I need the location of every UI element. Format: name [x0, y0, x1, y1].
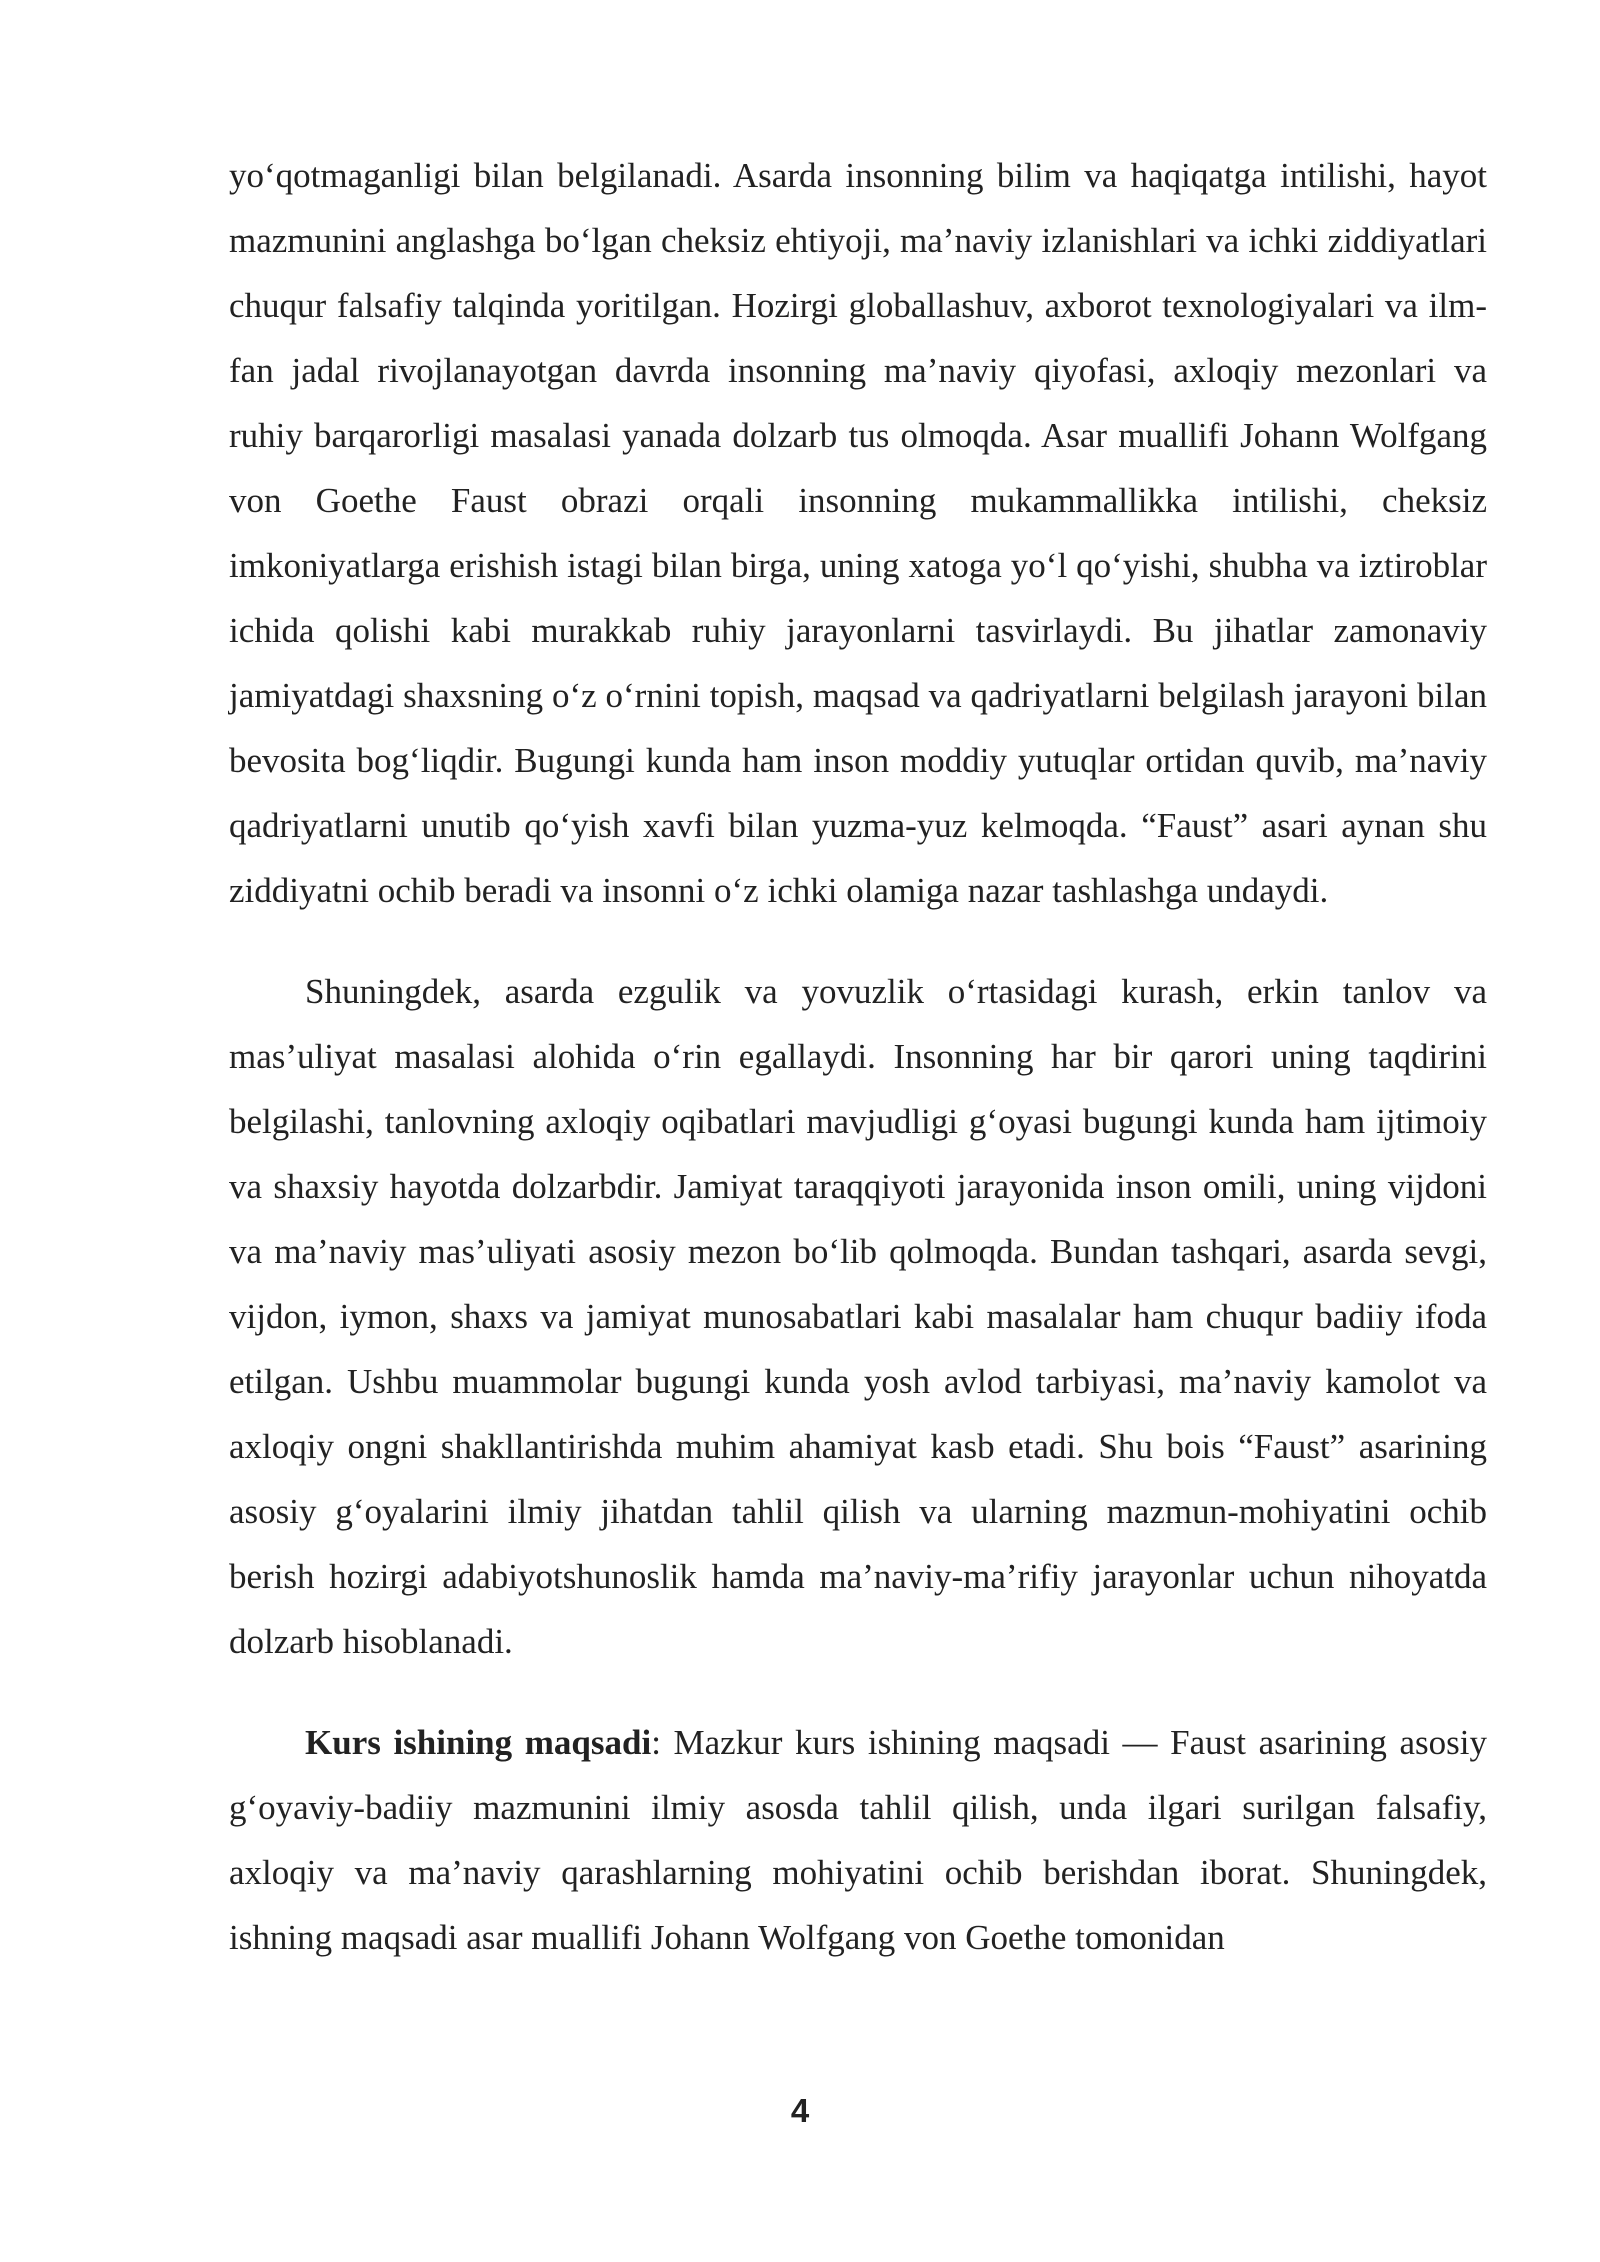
paragraph-3-separator: : — [651, 1723, 661, 1762]
body-text — [229, 143, 1487, 1970]
paragraph-1: yo‘qotmaganligi bilan belgilanadi. Asarda insonning bilim va haqiqatga intilishi, hayot mazmunini anglashga bo‘lgan cheksiz ehtiyoji, ma’naviy izlanishlari va ichki ziddiyatlari chuqur falsafiy talqinda yoritilgan. Hozirgi globallashuv, axborot texnologiyalari va ilm-fan jadal rivojlanayotgan davrda insonning ma’naviy qiyofasi, axloqiy mezonlari va ruhiy barqarorligi masalasi yanada dolzarb tus olmoqda. Asar muallifi Johann Wolfgang von Goethe Faust obrazi orqali insonning mukammallikka intilishi, cheksiz imkoniyatlarga erishish istagi bilan birga, uning xatoga yo‘l qo‘yishi, shubha va iztiroblar ichida qolishi kabi murakkab ruhiy jarayonlarni tasvirlaydi. Bu jihatlar zamonaviy jamiyatdagi shaxsning o‘z o‘rnini topish, maqsad va qadriyatlarni belgilash jarayoni bilan bevosita bog‘liqdir. Bugungi kunda ham inson moddiy yutuqlar ortidan quvib, ma’naviy qadriyatlarni unutib qo‘yish xavfi bilan yuzma-yuz kelmoqda. “Faust” asari aynan shu ziddiyatni ochib beradi va insonni o‘z ichki olamiga nazar tashlashga undaydi. — [229, 156, 1487, 910]
page-number: 4 — [790, 2092, 810, 2129]
paragraph-3-heading: Kurs ishining maqsadi — [305, 1723, 652, 1762]
paragraph-2: Shuningdek, asarda ezgulik va yovuzlik o‘rtasidagi kurash, erkin tanlov va mas’uliyat masalasi alohida o‘rin egallaydi. Insonning har bir qarori uning taqdirini belgilashi, tanlovning axloqiy oqibatlari mavjudligi g‘oyasi bugungi kunda ham ijtimoiy va shaxsiy hayotda dolzarbdir. Jamiyat taraqqiyoti jarayonida inson omili, uning vijdoni va ma’naviy mas’uliyati asosiy mezon bo‘lib qolmoqda. Bundan tashqari, asarda sevgi, vijdon, iymon, shaxs va jamiyat munosabatlari kabi masalalar ham chuqur badiiy ifoda etilgan. Ushbu muammolar bugungi kunda yosh avlod tarbiyasi, ma’naviy kamolot va axloqiy ongni shakllantirishda muhim ahamiyat kasb etadi. Shu bois “Faust” asarining asosiy g‘oyalarini ilmiy jihatdan tahlil qilish va ularning mazmun-mohiyatini ochib berish hozirgi adabiyotshunoslik hamda ma’naviy-ma’rifiy jarayonlar uchun nihoyatda dolzarb hisoblanadi. — [229, 972, 1487, 1661]
paragraph-3 — [229, 1710, 1487, 1970]
paragraph-3-body: Mazkur kurs ishining maqsadi — Faust asarining asosiy g‘oyaviy-badiiy mazmunini ilmiy asosda tahlil qilish, unda ilgari surilgan falsafiy, axloqiy va ma’naviy qarashlarning mohiyatini ochib berishdan iborat. Shuningdek, ishning maqsadi asar muallifi Johann Wolfgang von Goethe tomonidan — [229, 1723, 1487, 1957]
